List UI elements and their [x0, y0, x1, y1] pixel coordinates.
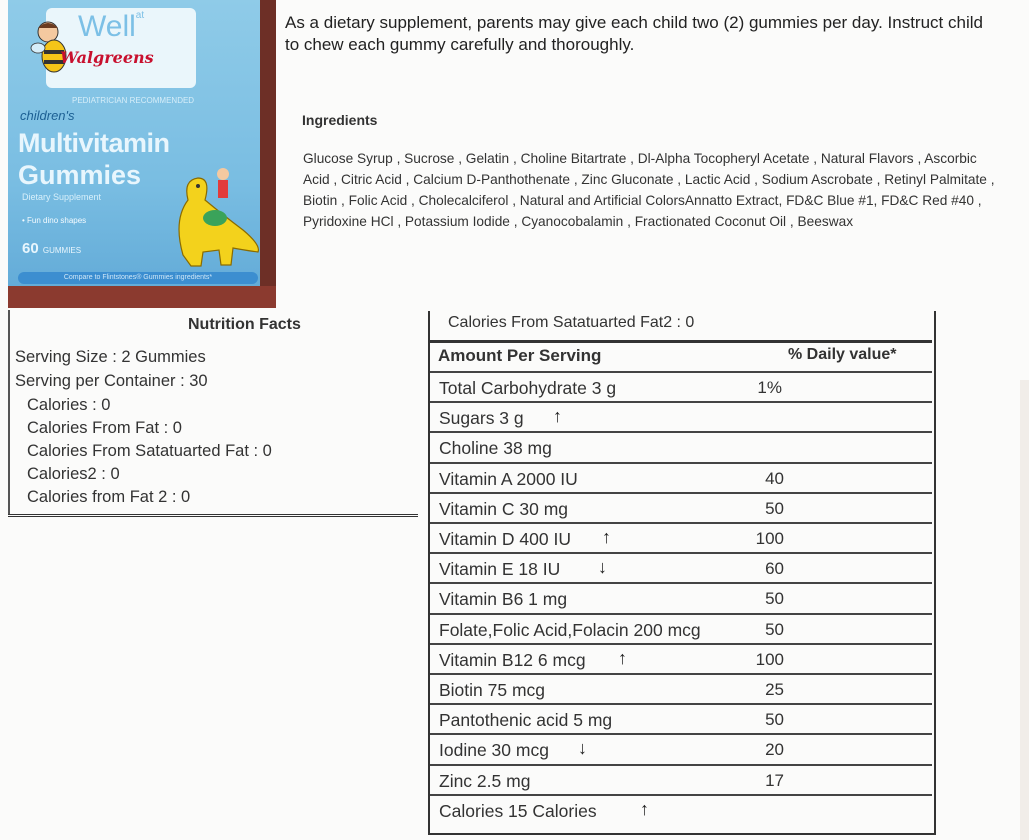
page-edge-shadow: [1020, 380, 1029, 840]
calories-from-fat2: Calories from Fat 2 : 0: [27, 488, 191, 506]
nutrient-daily-value: 100: [755, 529, 784, 548]
brand-walgreens: Walgreens: [60, 48, 154, 67]
nutrient-daily-value: 1%: [757, 378, 782, 397]
arrow-up-icon: ↑: [553, 406, 562, 426]
directions-text: As a dietary supplement, parents may give each child two (2) gummies per day. Instruct child to chew each gummy carefully and thoroughly.: [285, 13, 983, 54]
nutrient-name: Pantothenic acid 5 mg: [439, 710, 613, 730]
row-rule: [430, 764, 932, 766]
calories-sat-fat2: Calories From Satatuarted Fat2 : 0: [448, 314, 695, 331]
nutrient-name: Vitamin B12 6 mcg: [439, 650, 586, 670]
row-rule: [430, 794, 932, 796]
arrow-up-icon: ↑: [640, 799, 649, 819]
daily-value-header: % Daily value*: [788, 346, 897, 363]
product-image: [8, 0, 276, 308]
nutrient-name: Vitamin C 30 mg: [439, 499, 569, 519]
calories2: Calories2 : 0: [27, 465, 120, 483]
nutrient-name: Vitamin E 18 IU: [439, 559, 561, 579]
ingredients-text: Glucose Syrup , Sucrose , Gelatin , Choline Bitartrate , Dl-Alpha Tocopheryl Acetate , Natural Flavors , Ascorbic Acid , Citric Acid , Calcium D-Panthothenate , Zinc Gluconate , Lactic Acid , Sodium Ascrobate , Retinyl Palmitate , Biotin , Folic Acid , Cholecalciferol , Natural and Artificial ColorsAnnatto Extract, FD&C Blue #1, FD&C Red #40 , Pyridoxine HCl , Potassium Iodide , Cyanocobalamin , Fractionated Coconut Oil , Beeswax: [303, 151, 995, 229]
nutrient-name: Vitamin B6 1 mg: [439, 589, 568, 609]
product-count: 60 GUMMIES: [22, 240, 82, 257]
nutrient-name: Sugars 3 g: [439, 408, 524, 428]
nutrient-daily-value: 25: [765, 680, 784, 699]
row-rule: [430, 492, 932, 494]
row-rule: [430, 552, 932, 554]
bottle-rim: [260, 0, 276, 308]
nutrient-daily-value: 40: [765, 469, 784, 488]
servings-per-container: Serving per Container : 30: [15, 372, 208, 390]
nutrient-name: Choline 38 mg: [439, 438, 552, 458]
row-rule: [430, 522, 932, 524]
product-compare-pill: Compare to Flintstones® Gummies ingredients*: [18, 272, 258, 284]
product-small-line: PEDIATRICIAN RECOMMENDED: [72, 96, 195, 105]
nutrient-daily-value: 60: [765, 559, 784, 578]
product-title-line1: Multivitamin: [18, 128, 170, 158]
bottle-cap-band: [8, 286, 276, 308]
nutrient-name: Calories 15 Calories: [439, 801, 597, 821]
nutrient-name: Vitamin A 2000 IU: [439, 469, 578, 489]
nutrient-daily-value: 100: [755, 650, 784, 669]
product-feature: • Fun dino shapes: [22, 216, 87, 225]
nutrient-daily-value: 50: [765, 710, 784, 729]
product-childrens: children's: [20, 108, 75, 123]
arrow-down-icon: ↓: [598, 557, 607, 577]
row-rule: [430, 733, 932, 735]
nutrient-daily-value: 50: [765, 499, 784, 518]
arrow-down-icon: ↓: [578, 738, 587, 758]
dino-illustration: [163, 160, 263, 270]
ingredients-title: Ingredients: [302, 112, 378, 128]
calories-from-fat: Calories From Fat : 0: [27, 419, 182, 437]
product-title-line2: Gummies: [18, 160, 142, 190]
brand-well: Well$^{at}$: [78, 10, 145, 43]
row-rule: [430, 401, 932, 403]
nutrition-left-border: [8, 310, 10, 514]
arrow-up-icon: ↑: [618, 648, 627, 668]
nutrient-name: Zinc 2.5 mg: [439, 771, 531, 791]
nutrient-daily-value: 20: [765, 740, 784, 759]
nutrient-daily-value: 50: [765, 589, 784, 608]
nutrient-name: Folate,Folic Acid,Folacin 200 mcg: [439, 620, 701, 640]
row-rule: [430, 431, 932, 433]
nutrient-name: Iodine 30 mcg: [439, 740, 549, 760]
arrow-up-icon: ↑: [602, 527, 611, 547]
calories: Calories : 0: [27, 396, 111, 414]
nutrition-facts-title: Nutrition Facts: [188, 316, 301, 333]
serving-size: Serving Size : 2 Gummies: [15, 348, 206, 366]
nutrient-name: Vitamin D 400 IU: [439, 529, 571, 549]
nutrient-daily-value: 17: [765, 771, 784, 790]
nutrient-name: Biotin 75 mcg: [439, 680, 546, 700]
nutrient-name: Total Carbohydrate 3 g: [439, 378, 617, 398]
row-rule: [430, 643, 932, 645]
row-rule: [430, 703, 932, 705]
row-rule: [430, 582, 932, 584]
row-rule: [430, 613, 932, 615]
row-rule: [430, 371, 932, 373]
calories-from-sat-fat: Calories From Satatuarted Fat : 0: [27, 442, 272, 460]
header-rule: [430, 340, 932, 343]
row-rule: [430, 462, 932, 464]
product-subtitle: Dietary Supplement: [22, 192, 102, 202]
nutrient-daily-value: 50: [765, 620, 784, 639]
row-rule: [430, 673, 932, 675]
amount-per-serving-header: Amount Per Serving: [438, 346, 602, 365]
